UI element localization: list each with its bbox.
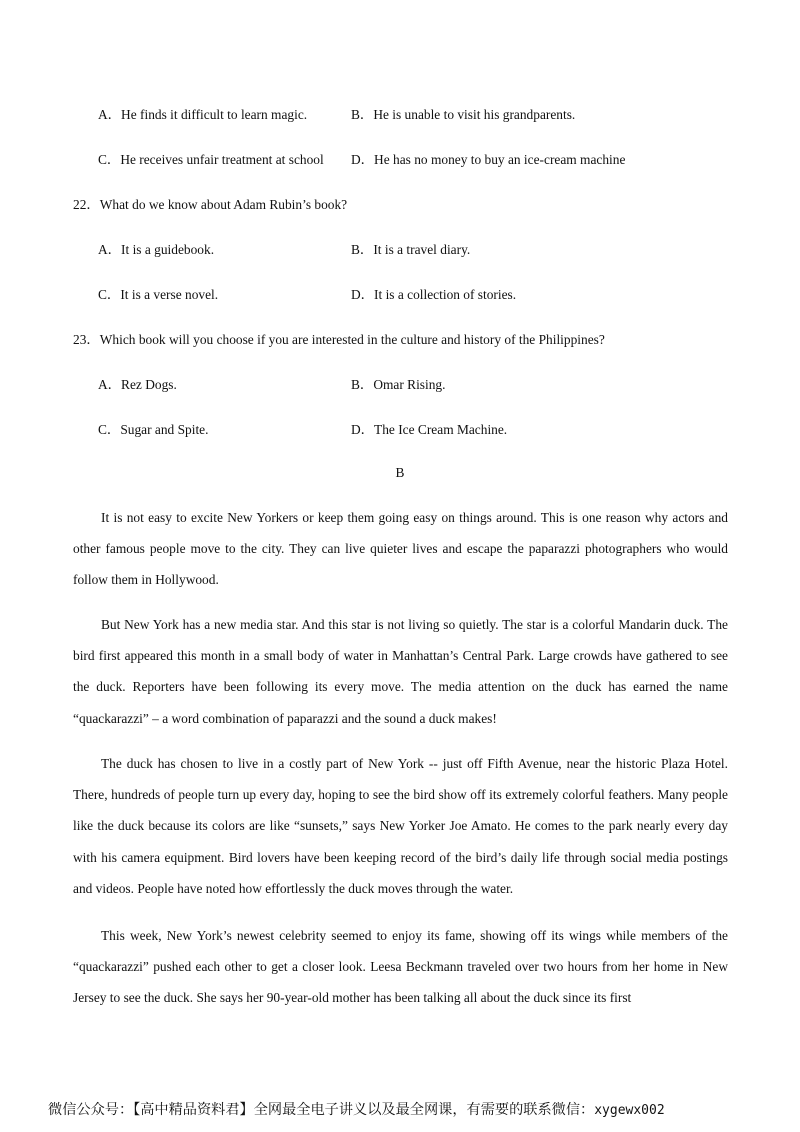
footer-text: 微信公众号：【高中精品资料君】全网最全电子讲义以及最全网课，有需要的联系微信： [48,1102,595,1118]
q22-option-a: A．It is a guidebook. [98,242,215,257]
passage-paragraph-text: The duck has chosen to live in a costly part of New York -- just off Fifth Avenue, near the historic Plaza Hotel. There, hundreds of people turn up every day, hoping to see the bird show off its extremely colorful feathers. Many people like the duck because its colors are like “sunsets,” says New Yorker Joe Amato. He comes to the park nearly every day with his camera equipment. Bird lovers have been keeping record of the bird’s daily life through social media postings and videos. People have noted how effortlessly the duck moves through the water. [73,756,728,896]
q21-options-row-1 [98,104,738,124]
q22-option-c: C．It is a verse novel. [98,287,219,302]
q23-question: 23．Which book will you choose if you are interested in the culture and history of the Philippines? [73,332,605,347]
q22-option-b: B．It is a travel diary. [351,242,471,257]
passage-paragraph-text: But New York has a new media star. And this star is not living so quietly. The star is a colorful Mandarin duck. The bird first appeared this month in a small body of water in Manhattan’s Central Park. Large crowds have gathered to see the duck. Reporters have been following its every move. The media attention on the duck has earned the name “quackarazzi” – a word combination of paparazzi and the sound a duck makes! [73,617,728,726]
q21-option-c: C．He receives unfair treatment at school [98,152,324,167]
passage-paragraph-text: This week, New York’s newest celebrity seemed to enjoy its fame, showing off its wings while members of the “quackarazzi” pushed each other to get a closer look. Leesa Beckmann traveled over two hours from her home in New Jersey to see the duck. She says her 90-year-old mother has been talking all about the duck since its first [73,928,728,1006]
q21-option-d: D．He has no money to buy an ice-cream machine [351,152,626,167]
footer-watermark [48,1099,758,1119]
footer-wechat-id: xygewx002 [594,1103,665,1118]
q23-options-row-1 [98,374,738,394]
q23-option-b: B．Omar Rising. [351,377,446,392]
q22-option-d: D．It is a collection of stories. [351,287,517,302]
q21-options-row-2 [98,149,738,169]
section-label: B [395,465,405,480]
passage-paragraph [73,748,728,904]
passage-paragraph [73,609,728,734]
q23-option-c: C．Sugar and Spite. [98,422,209,437]
passage-paragraph [73,502,728,596]
q21-option-b: B．He is unable to visit his grandparents. [351,107,576,122]
q22-options-row-2 [98,284,738,304]
q23-option-d: D．The Ice Cream Machine. [351,422,508,437]
q22-options-row-1 [98,239,738,259]
q21-option-a: A．He finds it difficult to learn magic. [98,107,308,122]
q23-option-a: A．Rez Dogs. [98,377,177,392]
passage-paragraph-text: It is not easy to excite New Yorkers or keep them going easy on things around. This is one reason why actors and other famous people move to the city. They can live quieter lives and escape the paparazzi photographers who would follow them in Hollywood. [73,510,728,588]
passage-paragraph [73,920,728,1014]
q23-options-row-2 [98,419,738,439]
q22-question: 22．What do we know about Adam Rubin’s book? [73,197,348,212]
